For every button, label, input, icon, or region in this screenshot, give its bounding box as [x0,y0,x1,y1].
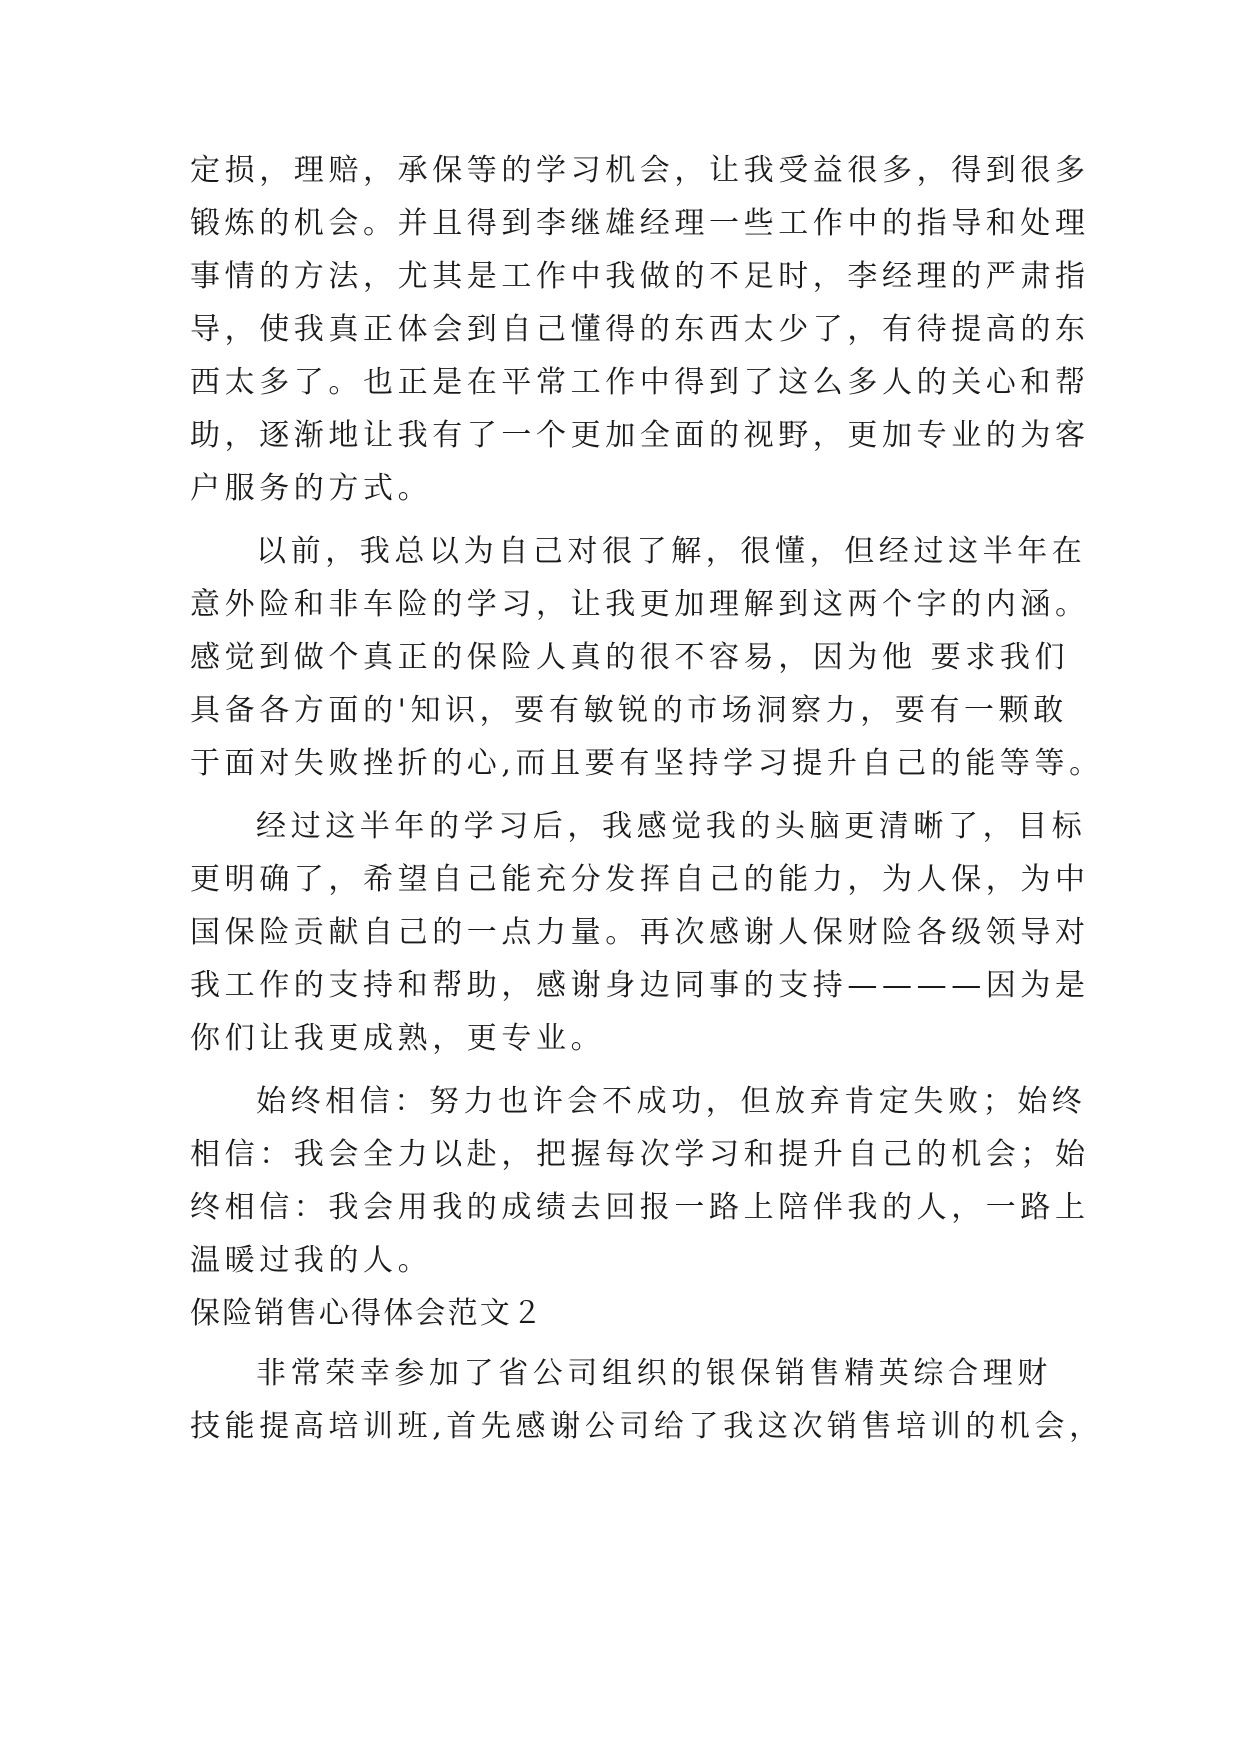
text-line: 户服务的方式。 [190,471,433,506]
text-line: 技能提高培训班,首先感谢公司给了我这次销售培训的机会， [190,1409,1104,1444]
text-line: 定损，理赔，承保等的学习机会，让我受益很多，得到很多 [190,153,1090,188]
text-line: 具备各方面的'知识，要有敏锐的市场洞察力，要有一颗敢 [190,693,1068,728]
text-line: 西太多了。也正是在平常工作中得到了这么多人的关心和帮 [190,365,1090,400]
text-line: 终相信：我会用我的成绩去回报一路上陪伴我的人，一路上 [190,1190,1090,1225]
text-line: 助，逐渐地让我有了一个更加全面的视野，更加专业的为客 [190,418,1090,453]
text-line: 更明确了，希望自己能充分发挥自己的能力，为人保，为中 [190,862,1090,897]
text-line: 以前，我总以为自己对很了解，很懂，但经过这半年在 [256,534,1087,569]
text-line: 事情的方法，尤其是工作中我做的不足时，李经理的严肃指 [190,259,1090,294]
text-line: 我工作的支持和帮助，感谢身边同事的支持————因为是 [190,968,1090,1003]
text-line: 于面对失败挫折的心,而且要有坚持学习提升自己的能等等。 [190,746,1104,781]
text-line: 始终相信：努力也许会不成功，但放弃肯定失败；始终 [256,1084,1087,1119]
text-line: 国保险贡献自己的一点力量。再次感谢人保财险各级领导对 [190,915,1090,950]
text-line: 温暖过我的人。 [190,1243,433,1278]
text-line: 锻炼的机会。并且得到李继雄经理一些工作中的指导和处理 [190,206,1090,241]
text-line: 经过这半年的学习后，我感觉我的头脑更清晰了，目标 [256,809,1087,844]
text-line: 导，使我真正体会到自己懂得的东西太少了，有待提高的东 [190,312,1090,347]
text-line: 意外险和非车险的学习，让我更加理解到这两个字的内涵。 [190,587,1090,622]
text-line: 非常荣幸参加了省公司组织的银保销售精英综合理财 [256,1356,1052,1391]
text-line: 感觉到做个真正的保险人真的很不容易，因为他 要求我们 [190,640,1070,675]
text-line: 你们让我更成熟，更专业。 [190,1021,606,1056]
text-line: 相信：我会全力以赴，把握每次学习和提升自己的机会；始 [190,1137,1090,1172]
section-heading: 保险销售心得体会范文２ [190,1296,545,1331]
